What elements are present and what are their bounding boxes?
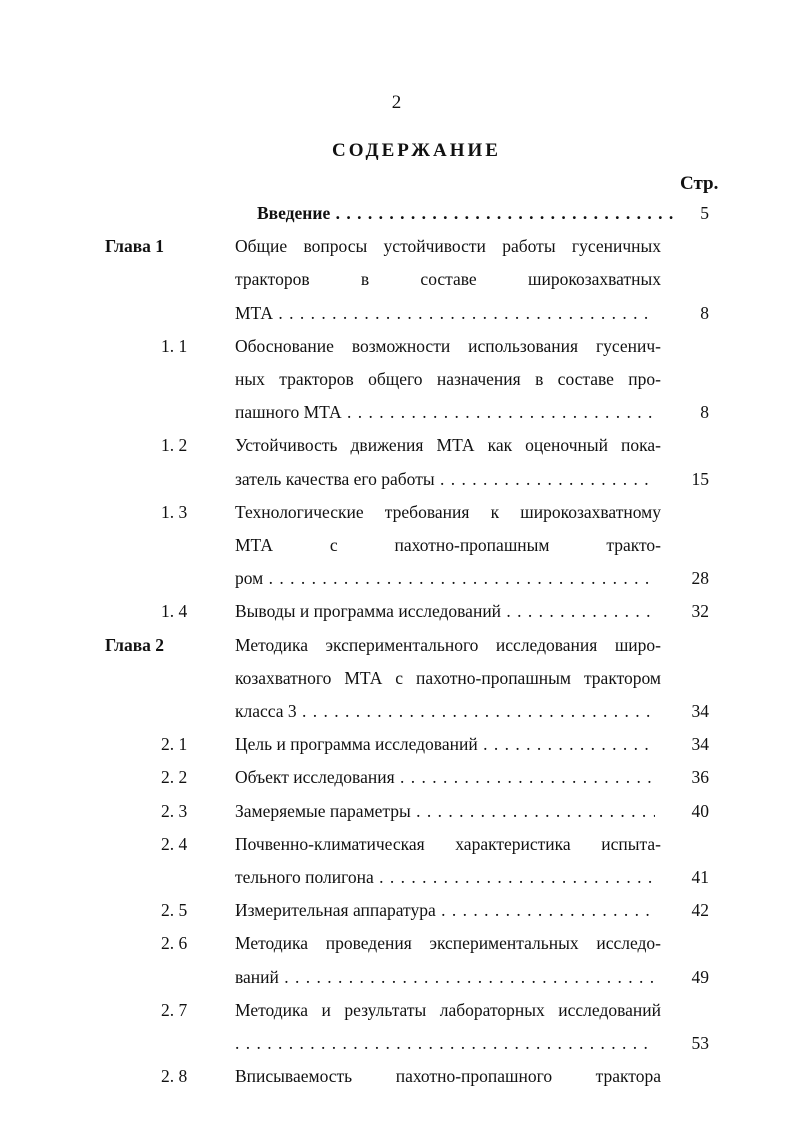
toc-entry-text <box>235 1026 655 1060</box>
toc-line <box>0 495 793 529</box>
toc-entry-number: 1. 2 <box>161 435 188 455</box>
toc-entry-text: пашного МТА . . . <box>235 395 655 429</box>
toc-line <box>0 528 793 562</box>
toc-entry-number: 1. 1 <box>161 336 188 356</box>
toc-entry-page: 32 <box>691 601 709 621</box>
toc-entry-text: Измерительная аппаратура . . . <box>235 893 655 927</box>
toc-line <box>0 760 793 794</box>
toc-entry-text: ваний . . . <box>235 960 655 994</box>
toc-line <box>0 262 793 296</box>
toc-entry-number: 2. 8 <box>161 1066 188 1086</box>
toc-entry-text: Методика экспериментального исследования широ- <box>235 635 661 655</box>
toc-entry-page: 5 <box>700 203 709 223</box>
toc-entry-number: 1. 4 <box>161 601 188 621</box>
toc-entry-text: Вписываемость пахотно-пропашного трактора <box>235 1066 661 1086</box>
toc-entry-number: 2. 2 <box>161 767 188 787</box>
toc-line <box>0 428 793 462</box>
toc-entry-number: 2. 3 <box>161 801 188 821</box>
toc-entry-text: класса 3 . . . <box>235 694 655 728</box>
toc-entry-number: 2. 4 <box>161 834 188 854</box>
toc-line <box>0 960 793 994</box>
toc-entry-page: 8 <box>700 402 709 422</box>
toc-line <box>0 362 793 396</box>
toc-line <box>0 893 793 927</box>
toc-line <box>0 561 793 595</box>
toc-line <box>0 727 793 761</box>
toc-entry-number: Глава 2 <box>105 635 165 655</box>
toc-entry-text: Цель и программа исследований . . . <box>235 727 655 761</box>
toc-entry-text: МТА . . . <box>235 296 655 330</box>
toc-line <box>0 860 793 894</box>
page-title: СОДЕРЖАНИЕ <box>332 140 501 161</box>
toc-entry-page: 40 <box>691 801 709 821</box>
toc-line <box>0 296 793 330</box>
toc-entry-page: 41 <box>691 867 709 887</box>
toc-line <box>0 794 793 828</box>
toc-line <box>0 196 793 230</box>
toc-entry-text: Выводы и программа исследований . . . <box>235 594 655 628</box>
toc-entry-number: 2. 6 <box>161 933 188 953</box>
toc-entry-page: 28 <box>691 568 709 588</box>
toc-entry-text: Устойчивость движения МТА как оценочный пока- <box>235 435 661 455</box>
toc-line <box>0 594 793 628</box>
toc-entry-page: 42 <box>691 900 709 920</box>
toc-entry-text: Технологические требования к широкозахватному <box>235 502 661 522</box>
toc-entry-text: ных тракторов общего назначения в составе про- <box>235 369 661 389</box>
page-number: 2 <box>391 92 402 113</box>
toc-entry-text: ром . . . <box>235 561 655 595</box>
toc-entry-text: Объект исследования . . . <box>235 760 655 794</box>
toc-entry-text: козахватного МТА с пахотно-пропашным трактором <box>235 668 661 688</box>
toc-entry-page: 15 <box>691 469 709 489</box>
toc-entry-text: Замеряемые параметры . . . <box>235 794 655 828</box>
toc-line <box>0 827 793 861</box>
toc-line <box>0 229 793 263</box>
toc-entry-page: 53 <box>691 1033 709 1053</box>
toc-entry-text: тракторов в составе широкозахватных <box>235 269 661 289</box>
toc-entry-number: 2. 1 <box>161 734 188 754</box>
toc-entry-text: Введение . . . <box>257 196 677 230</box>
toc-entry-text: Общие вопросы устойчивости работы гусеничных <box>235 236 661 256</box>
toc-entry-text: Почвенно-климатическая характеристика испыта- <box>235 834 661 854</box>
toc-entry-text: Обоснование возможности использования гусенич- <box>235 336 661 356</box>
toc-entry-text: Методика и результаты лабораторных исследований <box>235 1000 661 1020</box>
toc-line <box>0 1026 793 1060</box>
toc-entry-number: Глава 1 <box>105 236 165 256</box>
toc-entry-number: 1. 3 <box>161 502 188 522</box>
toc-entry-page: 36 <box>691 767 709 787</box>
page-column-label: Стр. <box>680 173 719 194</box>
toc-line <box>0 1059 793 1093</box>
toc-line <box>0 628 793 662</box>
toc-entry-text: Методика проведения экспериментальных исследо- <box>235 933 661 953</box>
toc-line <box>0 993 793 1027</box>
toc-entry-page: 34 <box>691 701 709 721</box>
toc-entry-text: затель качества его работы . . . <box>235 462 655 496</box>
toc-entry-text: тельного полигона . . . <box>235 860 655 894</box>
toc-line <box>0 329 793 363</box>
toc-entry-number: 2. 7 <box>161 1000 188 1020</box>
toc-entry-page: 34 <box>691 734 709 754</box>
toc-entry-number: 2. 5 <box>161 900 188 920</box>
toc-entry-text: МТА с пахотно-пропашным тракто- <box>235 535 661 555</box>
toc-line <box>0 694 793 728</box>
toc-entry-page: 49 <box>691 967 709 987</box>
toc-entry-page: 8 <box>700 303 709 323</box>
toc-line <box>0 661 793 695</box>
toc-line <box>0 395 793 429</box>
toc-line <box>0 462 793 496</box>
toc-line <box>0 926 793 960</box>
